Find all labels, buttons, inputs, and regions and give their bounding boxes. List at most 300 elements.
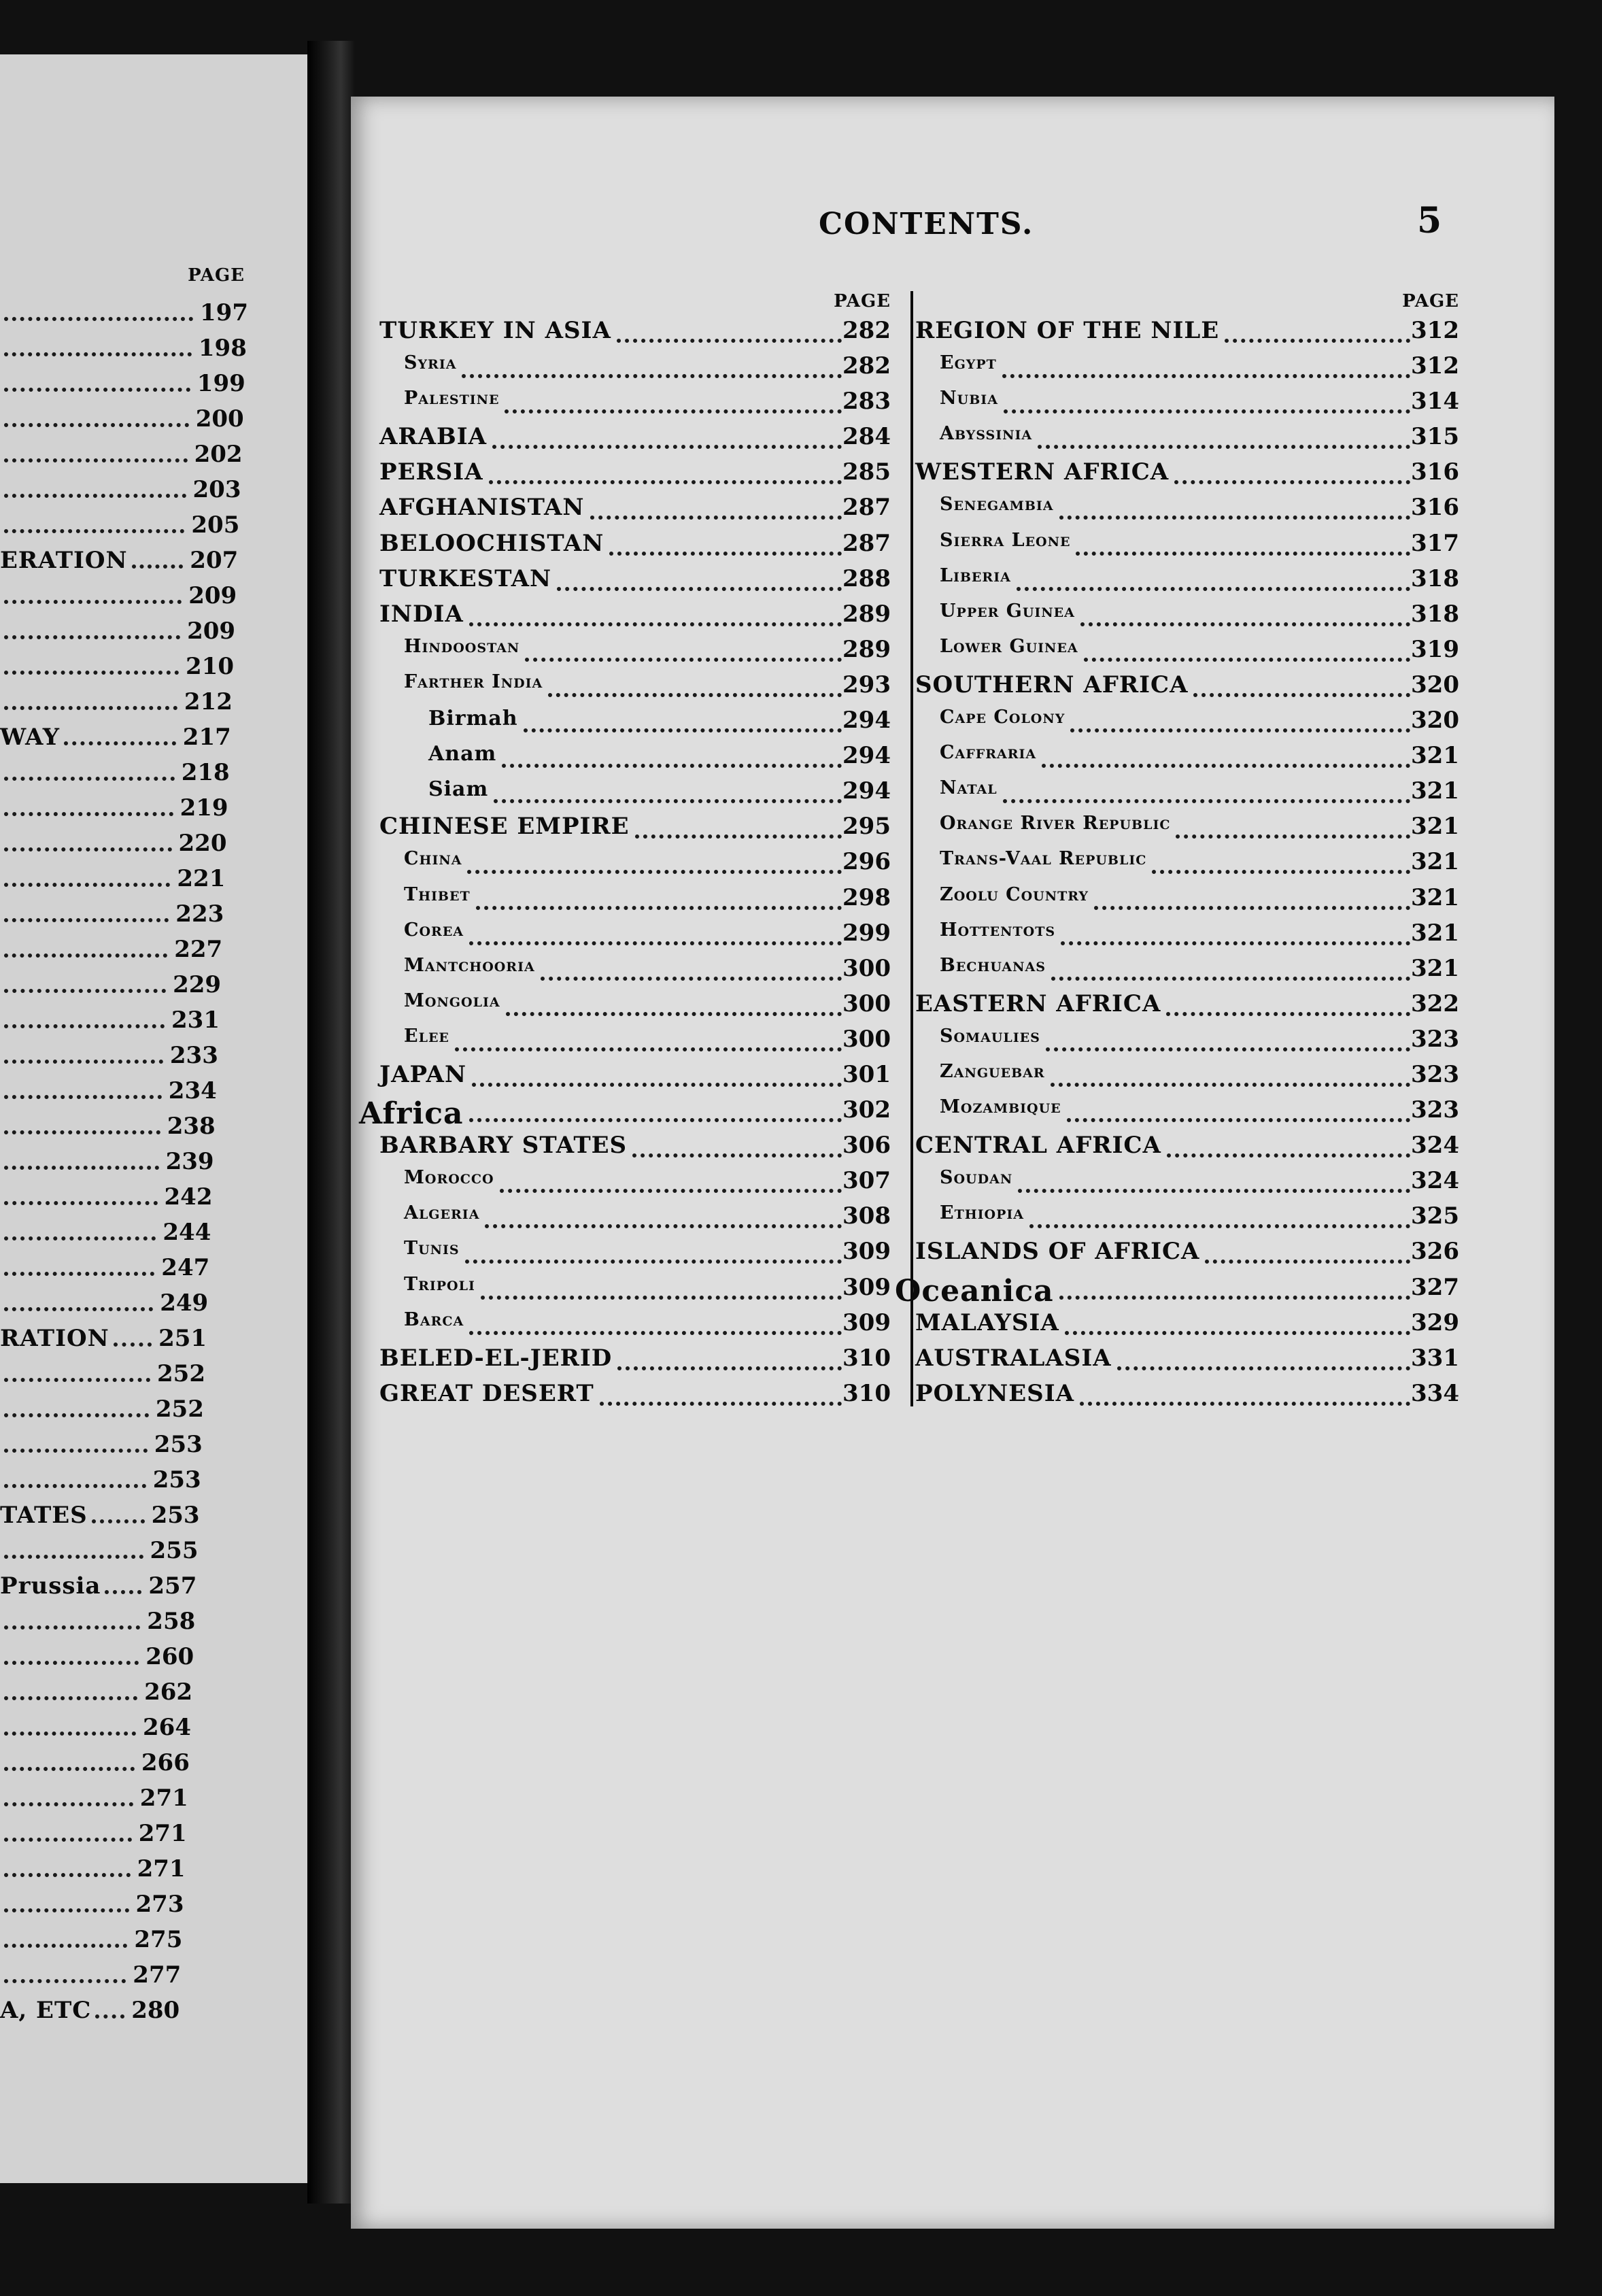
toc-entry-page: 321 (1411, 742, 1459, 770)
toc-entry-title: SOUTHERN AFRICA (915, 671, 1189, 698)
dot-leader (4, 442, 188, 462)
toc-entry-page: 210 (186, 653, 234, 680)
toc-entry (379, 953, 891, 989)
toc-entry-title: Bechuanas (940, 954, 1046, 976)
toc-entry (915, 599, 1459, 635)
toc-entry-page: 321 (1411, 777, 1459, 805)
toc-entry (915, 741, 1459, 776)
dot-leader (4, 1185, 158, 1205)
toc-entry-title: BELED-EL-JERID (379, 1344, 613, 1372)
dot-leader (1084, 639, 1410, 662)
dot-leader (1152, 851, 1410, 874)
toc-entry-title: AFGHANISTAN (379, 494, 585, 522)
toc-entry-page: 300 (842, 954, 891, 982)
toc-entry-title: Oceanica (895, 1273, 1054, 1309)
toc-entry-page: 294 (842, 707, 891, 735)
toc-entry-title: Prussia (0, 1572, 101, 1600)
toc-entry-title: Mozambique (940, 1096, 1061, 1118)
toc-entry-title: ERATION (0, 547, 128, 574)
dot-leader (1004, 390, 1410, 413)
toc-entry-title: Zanguebar (940, 1060, 1045, 1082)
toc-entry-page: 244 (163, 1219, 211, 1246)
toc-entry (915, 883, 1459, 918)
toc-entry-title: Nubia (940, 388, 998, 409)
dot-leader (1117, 1347, 1410, 1370)
toc-entry (379, 492, 891, 528)
toc-entry-title: Morocco (404, 1167, 494, 1189)
toc-entry-title: JAPAN (379, 1060, 467, 1088)
dot-leader (1018, 1170, 1410, 1193)
dot-leader (500, 1170, 842, 1193)
toc-entry (0, 1496, 307, 1532)
toc-entry-page: 287 (842, 494, 891, 522)
toc-entry-page: 295 (842, 813, 891, 841)
toc-entry (0, 718, 307, 754)
dot-leader (548, 674, 842, 697)
toc-entry-page: 315 (1411, 423, 1459, 451)
toc-entry-page: 209 (188, 582, 237, 609)
toc-entry-page: 249 (160, 1289, 209, 1317)
toc-entry (0, 1744, 307, 1779)
toc-entry-page: 282 (842, 317, 891, 344)
toc-entry-page: 209 (187, 618, 236, 645)
toc-entry (379, 1201, 891, 1236)
toc-entry (0, 824, 307, 860)
dot-leader (1042, 745, 1410, 768)
toc-entry (0, 1319, 307, 1355)
toc-entry (379, 457, 891, 492)
dot-leader (64, 725, 176, 745)
dot-leader (4, 866, 170, 887)
dot-leader (1029, 1205, 1410, 1228)
toc-entry-page: 285 (842, 458, 891, 486)
toc-entry-title: Tripoli (404, 1273, 475, 1295)
toc-entry-page: 264 (143, 1714, 191, 1741)
toc-entry-title: Zoolu Country (940, 883, 1089, 905)
dot-leader (4, 1963, 126, 1983)
dot-leader (481, 1277, 842, 1300)
toc-entry (379, 847, 891, 882)
toc-entry-page: 310 (842, 1379, 891, 1407)
toc-entry-page: 326 (1411, 1238, 1459, 1266)
dot-leader (590, 496, 842, 520)
toc-entry (915, 918, 1459, 953)
dot-leader (465, 1240, 842, 1264)
toc-entry-page: 227 (174, 936, 223, 963)
toc-entry-page: 296 (842, 848, 891, 876)
toc-entry-page: 253 (154, 1431, 203, 1458)
toc-entry-page: 317 (1411, 529, 1459, 557)
toc-entry-page: 299 (842, 919, 891, 947)
dot-leader (467, 851, 842, 874)
dot-leader (1080, 1383, 1410, 1406)
previous-page (0, 54, 307, 2183)
toc-entry (0, 1001, 307, 1036)
dot-leader (1061, 922, 1410, 945)
dot-leader (1003, 780, 1410, 803)
dot-leader (476, 887, 842, 910)
toc-entry-page: 312 (1411, 317, 1459, 344)
contents-column-right (895, 291, 1459, 1414)
toc-entry-title: TURKEY IN ASIA (379, 317, 611, 344)
toc-entry-page: 203 (192, 476, 241, 503)
toc-entry (0, 1779, 307, 1814)
book-gutter (307, 41, 355, 2204)
toc-entry-page: 334 (1411, 1379, 1459, 1407)
toc-entry-page: 229 (173, 971, 222, 998)
toc-entry (0, 789, 307, 824)
toc-entry-title: Elee (404, 1025, 449, 1047)
toc-entry-page: 217 (182, 724, 231, 751)
toc-entry (379, 670, 891, 705)
toc-entry-page: 255 (150, 1537, 199, 1564)
toc-entry (915, 492, 1459, 528)
dot-leader (1080, 603, 1410, 626)
dot-leader (1017, 568, 1410, 591)
toc-entry-title: Mongolia (404, 990, 500, 1011)
toc-entry (915, 989, 1459, 1024)
toc-entry (379, 1308, 891, 1343)
toc-entry-page: 324 (1411, 1167, 1459, 1195)
dot-leader (4, 1220, 156, 1240)
dot-leader (4, 1397, 149, 1417)
dot-leader (4, 1149, 159, 1170)
toc-entry (379, 1343, 891, 1379)
dot-leader (132, 548, 184, 569)
toc-entry (379, 1166, 891, 1201)
dot-leader (4, 654, 179, 675)
toc-entry-title: Upper Guinea (940, 600, 1075, 622)
toc-entry-page: 251 (158, 1325, 207, 1352)
toc-entry (915, 847, 1459, 882)
toc-entry-title: Palestine (404, 388, 500, 409)
dot-leader (1051, 1064, 1410, 1087)
toc-entry (0, 1178, 307, 1213)
toc-entry (915, 776, 1459, 811)
dot-leader (505, 390, 842, 413)
toc-entry-page: 309 (842, 1238, 891, 1266)
dot-leader (4, 902, 169, 922)
dot-leader (462, 355, 842, 378)
toc-entry (379, 741, 891, 776)
toc-entry (0, 1284, 307, 1319)
dot-leader (1059, 1277, 1410, 1300)
toc-entry-title: Lower Guinea (940, 635, 1078, 657)
dot-leader (4, 1362, 150, 1382)
dot-leader (1070, 709, 1410, 732)
toc-entry-title: INDIA (379, 600, 464, 628)
dot-leader (4, 477, 186, 498)
toc-entry-page: 234 (168, 1077, 217, 1104)
dot-leader (4, 513, 184, 533)
toc-entry (0, 365, 307, 400)
toc-entry-page: 283 (842, 388, 891, 416)
toc-entry-page: 273 (135, 1891, 184, 1918)
dot-leader (4, 796, 173, 816)
toc-entry-title: MALAYSIA (915, 1309, 1059, 1336)
toc-entry-page: 277 (133, 1961, 182, 1989)
toc-entry-title: AUSTRALASIA (915, 1344, 1112, 1372)
toc-entry (379, 351, 891, 386)
toc-entry-title: Hindoostan (404, 635, 520, 657)
toc-entry (0, 1036, 307, 1072)
toc-entry (915, 705, 1459, 741)
toc-entry-title: Farther India (404, 671, 543, 692)
toc-entry (915, 1060, 1459, 1095)
toc-entry-page: 323 (1411, 1096, 1459, 1124)
toc-entry-title: Natal (940, 777, 998, 799)
toc-entry (0, 1850, 307, 1885)
toc-entry (0, 647, 307, 683)
page-number: 5 (1417, 200, 1442, 241)
dot-leader (4, 1538, 143, 1559)
dot-leader (506, 993, 842, 1016)
toc-entry-page: 197 (200, 299, 248, 326)
toc-entry (0, 1355, 307, 1390)
toc-entry-page: 271 (138, 1820, 187, 1847)
dot-leader (4, 619, 180, 639)
toc-entry-page: 223 (175, 900, 224, 928)
toc-entry-page: 329 (1411, 1309, 1459, 1336)
toc-entry-page: 321 (1411, 919, 1459, 947)
dot-leader (1065, 1312, 1410, 1335)
toc-entry-title: Egypt (940, 352, 997, 374)
toc-entry (359, 1095, 891, 1132)
toc-entry-title: BELOOCHISTAN (379, 529, 604, 557)
toc-entry (379, 1024, 891, 1060)
toc-entry-page: 242 (164, 1183, 213, 1211)
toc-entry-page: 298 (842, 883, 891, 911)
toc-entry-page: 293 (842, 671, 891, 698)
dot-leader (4, 1008, 165, 1028)
toc-entry-page: 331 (1411, 1344, 1459, 1372)
toc-entry (379, 635, 891, 670)
toc-entry-page: 262 (144, 1678, 193, 1706)
toc-entry-page: 325 (1411, 1202, 1459, 1230)
toc-entry-title: Africa (359, 1096, 464, 1132)
toc-entry (0, 1673, 307, 1708)
toc-entry-page: 220 (178, 830, 227, 857)
toc-entry-page: 252 (157, 1360, 205, 1387)
toc-entry-title: ISLANDS OF AFRICA (915, 1238, 1200, 1266)
toc-entry-page: 287 (842, 529, 891, 557)
dot-leader (492, 426, 842, 449)
dot-leader (1167, 1134, 1410, 1158)
toc-entry-title: Tunis (404, 1238, 460, 1260)
toc-entry (915, 1236, 1459, 1272)
toc-entry (915, 1343, 1459, 1379)
toc-entry (895, 1272, 1459, 1309)
toc-entry (0, 1072, 307, 1107)
dot-leader (4, 301, 193, 321)
toc-entry (0, 966, 307, 1001)
contents-list-left (359, 316, 891, 1414)
toc-entry (915, 1166, 1459, 1201)
toc-entry (915, 386, 1459, 422)
dot-leader (541, 958, 842, 981)
toc-entry (0, 1602, 307, 1638)
toc-entry (379, 386, 891, 422)
dot-leader (525, 639, 842, 662)
toc-entry-page: 302 (842, 1096, 891, 1124)
toc-entry (915, 422, 1459, 457)
toc-entry-page: 318 (1411, 600, 1459, 628)
dot-leader (494, 780, 842, 803)
toc-entry (0, 1249, 307, 1284)
dot-leader (469, 922, 842, 945)
toc-entry-title: Ethiopia (940, 1202, 1025, 1224)
toc-entry-page: 212 (184, 688, 233, 715)
dot-leader (617, 1347, 842, 1370)
toc-entry (0, 541, 307, 577)
toc-entry-page: 260 (146, 1643, 194, 1670)
toc-entry (379, 564, 891, 599)
toc-entry-page: 312 (1411, 352, 1459, 380)
dot-leader (1067, 1099, 1410, 1122)
dot-leader (4, 336, 192, 356)
toc-entry (0, 1921, 307, 1956)
dot-leader (4, 1821, 132, 1842)
toc-entry-page: 320 (1411, 707, 1459, 735)
toc-entry-title: Cape Colony (940, 707, 1066, 728)
left-page-page-header: PAGE (188, 265, 245, 286)
toc-entry (915, 811, 1459, 847)
toc-entry (0, 1814, 307, 1850)
toc-entry-page: 307 (842, 1167, 891, 1195)
toc-entry-title: WAY (0, 724, 60, 751)
toc-entry (0, 577, 307, 612)
toc-entry (379, 1236, 891, 1272)
toc-entry-page: 308 (842, 1202, 891, 1230)
dot-leader (1174, 461, 1410, 484)
dot-leader (1193, 674, 1410, 697)
toc-entry (915, 1201, 1459, 1236)
toc-entry (0, 612, 307, 647)
toc-entry-page: 258 (147, 1608, 196, 1635)
toc-entry-page: 266 (141, 1749, 190, 1776)
toc-entry-page: 218 (181, 759, 230, 786)
toc-entry-title: RATION (0, 1325, 109, 1352)
toc-entry-page: 314 (1411, 388, 1459, 416)
toc-entry (915, 564, 1459, 599)
toc-entry-page: 284 (842, 423, 891, 451)
toc-entry-title: A, ETC (0, 1997, 92, 2024)
toc-entry (0, 1638, 307, 1673)
dot-leader (1176, 815, 1410, 839)
toc-entry (915, 1095, 1459, 1130)
dot-leader (4, 1857, 131, 1877)
toc-entry-page: 219 (180, 794, 228, 822)
toc-entry-page: 238 (167, 1113, 216, 1140)
dot-leader (1046, 1028, 1410, 1051)
toc-entry-page: 316 (1411, 494, 1459, 522)
toc-entry-page: 327 (1411, 1273, 1459, 1301)
toc-entry-title: POLYNESIA (915, 1379, 1075, 1407)
toc-entry-title: Siam (428, 777, 489, 802)
toc-entry (0, 1213, 307, 1249)
dot-leader (617, 320, 842, 343)
column-divider (910, 291, 913, 1406)
dot-leader (469, 1099, 842, 1122)
dot-leader (502, 745, 842, 768)
toc-entry (0, 506, 307, 541)
toc-entry-page: 233 (169, 1042, 218, 1069)
toc-entry-title: EASTERN AFRICA (915, 990, 1161, 1017)
toc-entry-title: China (404, 848, 462, 870)
dot-leader (600, 1383, 842, 1406)
dot-leader (469, 1312, 842, 1335)
toc-entry-page: 271 (139, 1785, 188, 1812)
toc-entry-title: Sierra Leone (940, 529, 1071, 551)
toc-entry-page: 252 (155, 1396, 204, 1423)
toc-entry (0, 930, 307, 966)
dot-leader (95, 1998, 124, 2019)
toc-entry-page: 294 (842, 777, 891, 805)
toc-entry (379, 918, 891, 953)
toc-entry-page: 221 (177, 865, 226, 892)
toc-entry-title: PERSIA (379, 458, 483, 486)
toc-entry (915, 1379, 1459, 1414)
toc-entry-title: REGION OF THE NILE (915, 317, 1220, 344)
toc-entry (0, 1956, 307, 1991)
dot-leader (4, 1644, 139, 1665)
toc-entry-page: 253 (151, 1502, 200, 1529)
dot-leader (469, 603, 842, 626)
dot-leader (4, 407, 189, 427)
toc-entry (0, 1532, 307, 1567)
dot-leader (114, 1326, 152, 1347)
toc-entry (379, 316, 891, 351)
toc-entry (0, 294, 307, 329)
toc-entry-page: 322 (1411, 990, 1459, 1017)
toc-entry (379, 1379, 891, 1414)
toc-entry (379, 811, 891, 847)
dot-leader (472, 1064, 842, 1087)
dot-leader (4, 1680, 137, 1700)
toc-entry-page: 289 (842, 600, 891, 628)
toc-entry-page: 198 (198, 335, 247, 362)
toc-entry-title: Anam (428, 742, 497, 766)
toc-entry-title: Senegambia (940, 494, 1054, 516)
toc-entry-page: 207 (190, 547, 239, 574)
toc-entry-page: 231 (171, 1007, 220, 1034)
toc-entry-title: Mantchooria (404, 954, 535, 976)
toc-entry (379, 528, 891, 564)
dot-leader (4, 1751, 135, 1771)
dot-leader (4, 1079, 162, 1099)
toc-entry (915, 1130, 1459, 1166)
running-head: CONTENTS. (819, 207, 1034, 241)
toc-entry-title: Syria (404, 352, 457, 374)
toc-entry-page: 320 (1411, 671, 1459, 698)
toc-entry-page: 318 (1411, 564, 1459, 592)
dot-leader (4, 1432, 148, 1453)
toc-entry-title: Birmah (428, 707, 518, 731)
dot-leader (489, 461, 842, 484)
dot-leader (485, 1205, 842, 1228)
dot-leader (4, 371, 190, 392)
toc-entry-title: CENTRAL AFRICA (915, 1132, 1161, 1160)
toc-entry (0, 860, 307, 895)
toc-entry-page: 323 (1411, 1025, 1459, 1053)
toc-entry-title: Hottentots (940, 919, 1056, 941)
toc-entry-page: 282 (842, 352, 891, 380)
toc-entry (915, 1024, 1459, 1060)
dot-leader (635, 815, 842, 839)
toc-entry-page: 202 (194, 441, 243, 468)
toc-entry-page: 280 (131, 1997, 180, 2024)
toc-entry-page: 288 (842, 564, 891, 592)
